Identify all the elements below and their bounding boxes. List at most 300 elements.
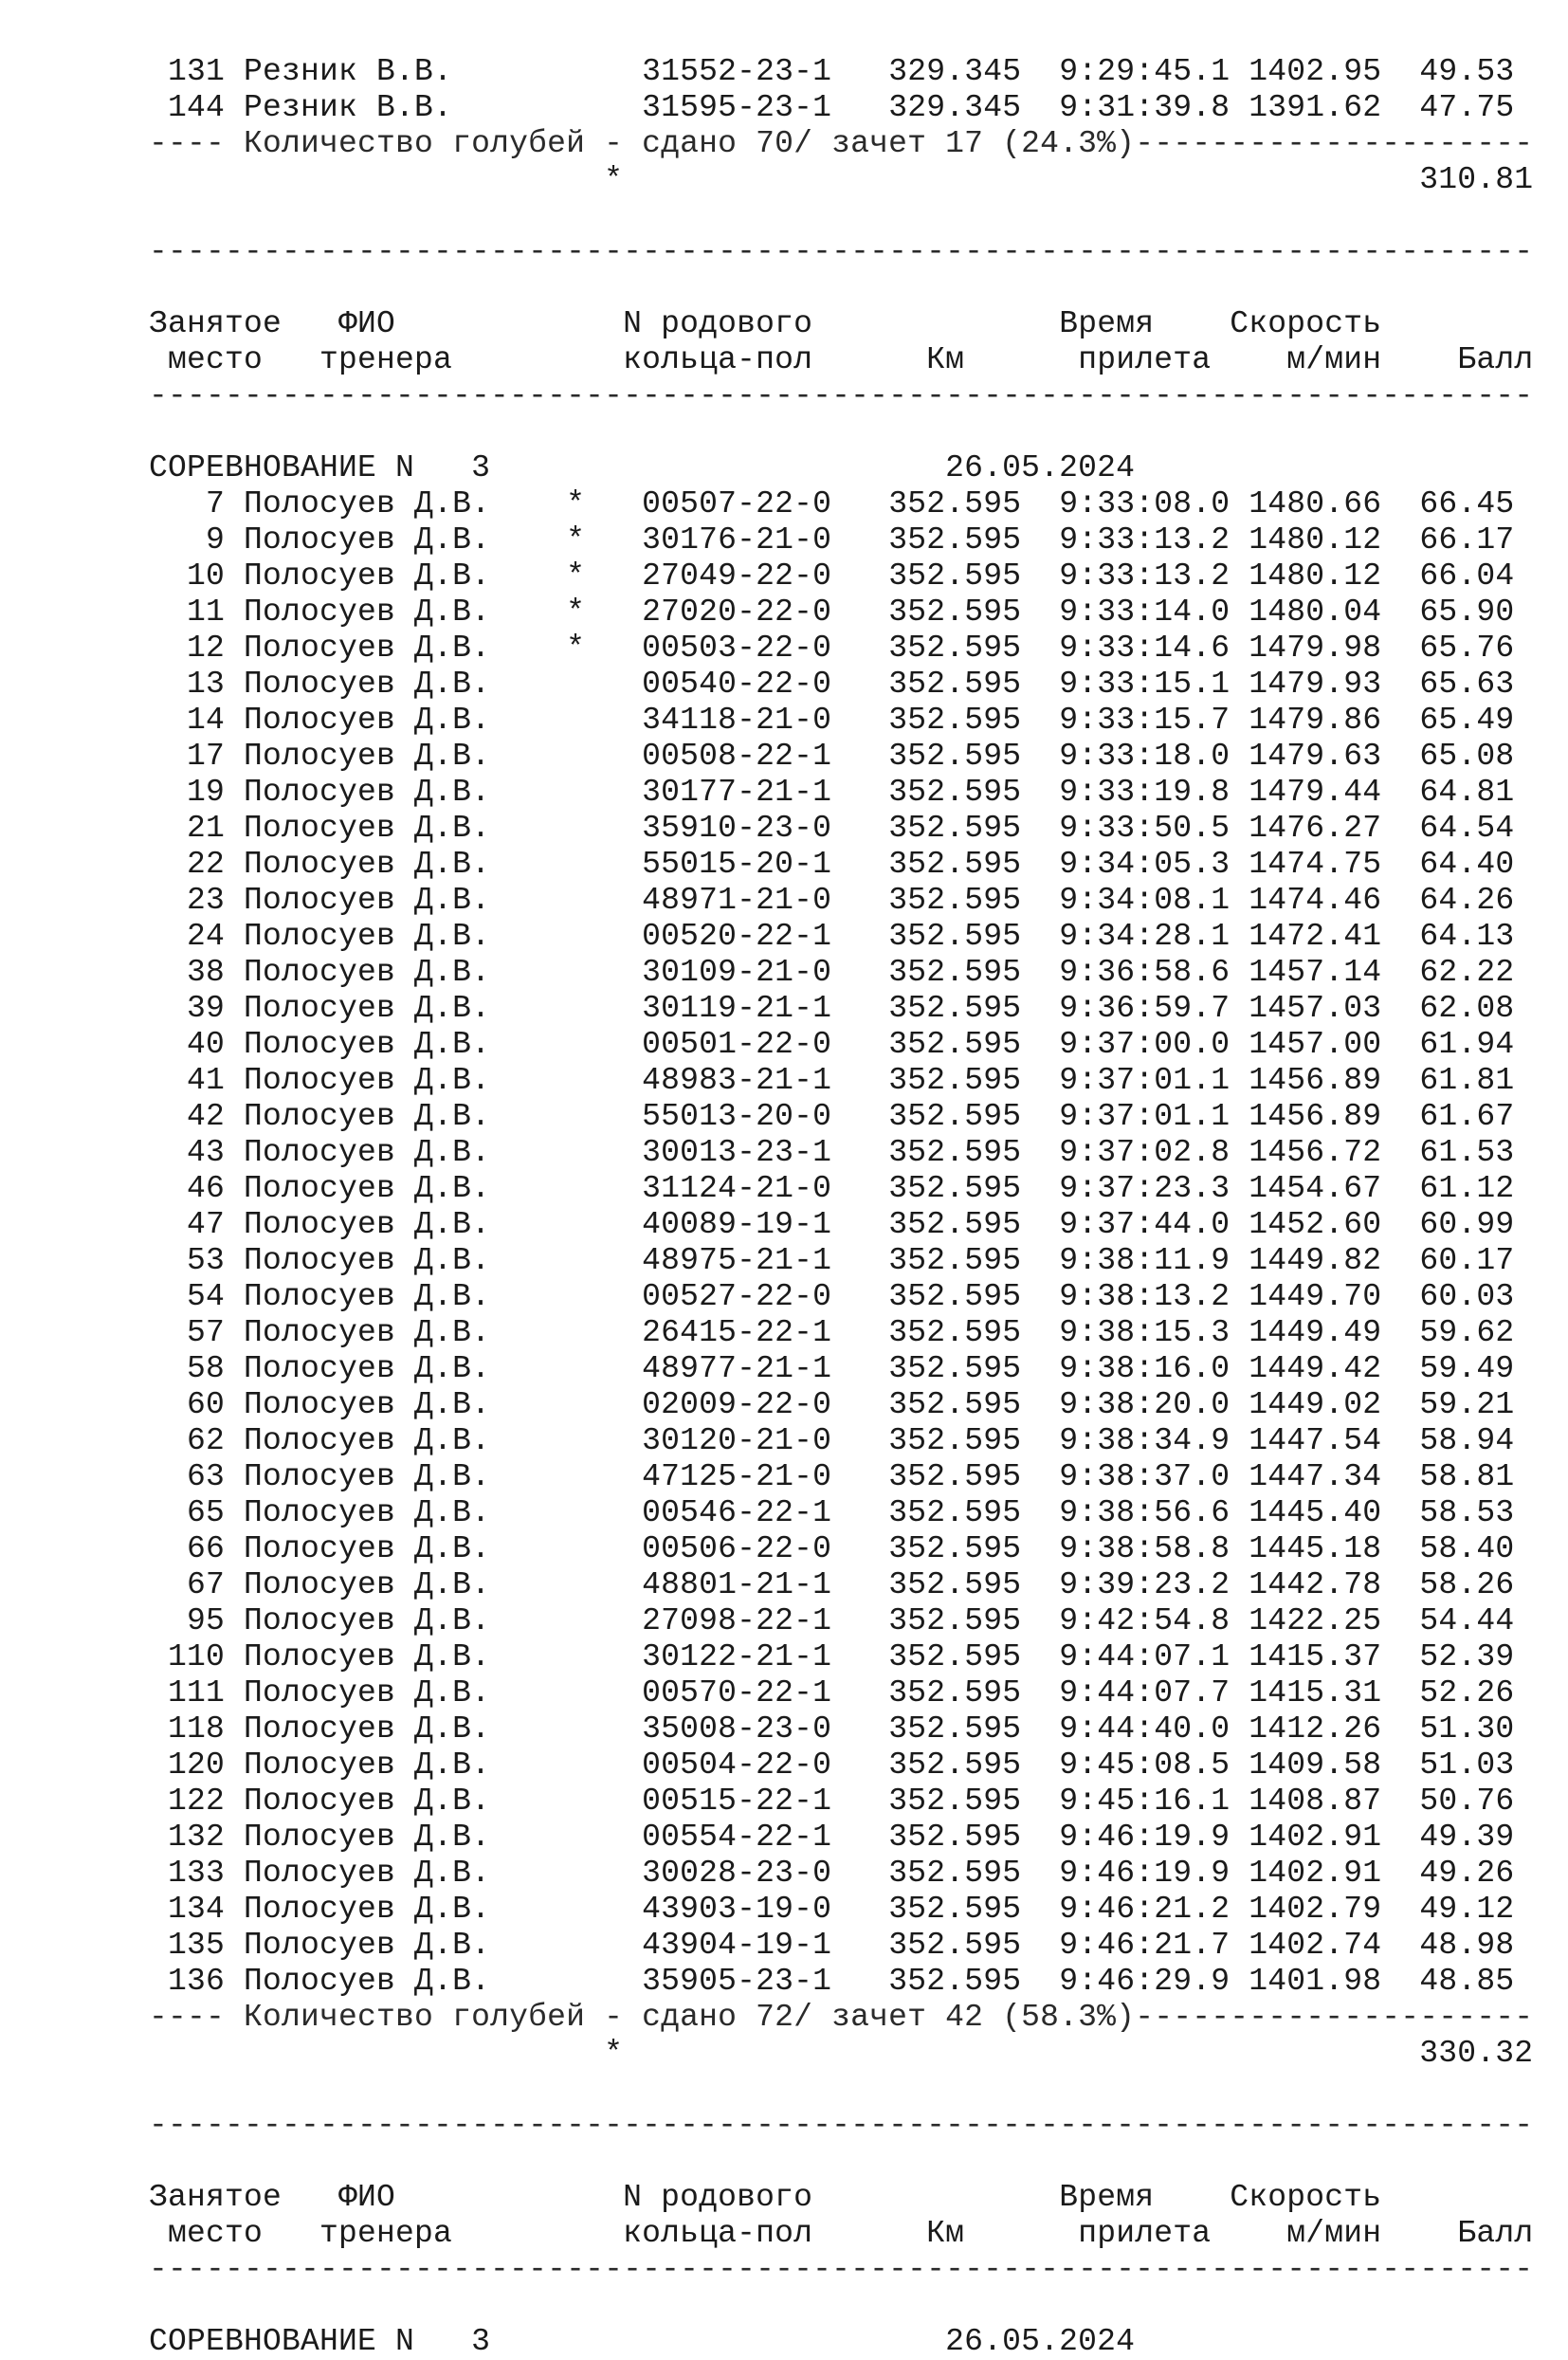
place-cell: 57: [149, 1315, 226, 1350]
ring-number-cell: 48983-21-1: [642, 1063, 832, 1098]
ring-number-cell: 27020-22-0: [642, 595, 832, 630]
arrival-time-cell: 9:38:37.0: [1059, 1459, 1231, 1494]
trainer-name-cell: Полосуев Д.В.: [244, 739, 567, 774]
ring-number-cell: 30119-21-1: [642, 991, 832, 1026]
competition-date: 26.05.2024: [945, 2324, 1136, 2359]
header-time: прилета: [1078, 2216, 1212, 2251]
header-speed: м/мин: [1286, 2216, 1382, 2251]
header-time: Время: [1059, 2180, 1155, 2215]
km-cell: 329.345: [888, 54, 1022, 89]
header-speed: Скорость: [1230, 2180, 1382, 2215]
place-cell: 13: [149, 667, 226, 702]
speed-cell: 1449.49: [1249, 1315, 1382, 1350]
arrival-time-cell: 9:44:40.0: [1059, 1711, 1231, 1747]
place-cell: 39: [149, 991, 226, 1026]
speed-cell: 1456.72: [1249, 1135, 1382, 1170]
speed-cell: 1480.04: [1249, 595, 1382, 630]
ring-mark-cell: [566, 54, 585, 89]
ring-number-cell: 35910-23-0: [642, 811, 832, 846]
speed-cell: 1472.41: [1249, 919, 1382, 954]
km-cell: 352.595: [888, 1784, 1022, 1819]
arrival-time-cell: 9:38:15.3: [1059, 1315, 1231, 1350]
place-cell: 65: [149, 1495, 226, 1530]
place-cell: 67: [149, 1567, 226, 1602]
ring-number-cell: 30177-21-1: [642, 775, 832, 810]
place-cell: 118: [149, 1711, 226, 1747]
speed-cell: 1402.91: [1249, 1820, 1382, 1855]
ring-number-cell: 30120-21-0: [642, 1423, 832, 1458]
table-row: [149, 90, 1533, 126]
ring-mark-cell: [566, 1603, 585, 1638]
ring-mark-cell: [566, 1459, 585, 1494]
table-row: [149, 1567, 1533, 1603]
separator-line: -------------------------------------------------------------------------: [149, 2252, 1534, 2287]
place-cell: 111: [149, 1675, 226, 1711]
place-cell: 60: [149, 1387, 226, 1422]
arrival-time-cell: 9:37:01.1: [1059, 1063, 1231, 1098]
trainer-name-cell: Полосуев Д.В.: [244, 883, 567, 918]
table-row: [149, 522, 1533, 558]
km-cell: 352.595: [888, 1567, 1022, 1602]
ring-number-cell: 00540-22-0: [642, 667, 832, 702]
speed-cell: 1457.14: [1249, 955, 1382, 990]
score-cell: 58.81: [1400, 1459, 1515, 1494]
ring-mark-cell: [566, 1747, 585, 1783]
trainer-name-cell: Полосуев Д.В.: [244, 1747, 567, 1783]
arrival-time-cell: 9:33:13.2: [1059, 522, 1231, 558]
ring-mark-cell: [566, 1315, 585, 1350]
header-place: Занятое: [149, 2180, 339, 2215]
km-cell: 352.595: [888, 1820, 1022, 1855]
km-cell: 352.595: [888, 595, 1022, 630]
competition-number: 3: [471, 450, 491, 485]
ring-mark-cell: [566, 90, 585, 125]
arrival-time-cell: 9:33:19.8: [1059, 775, 1231, 810]
score-cell: 50.76: [1400, 1784, 1515, 1819]
arrival-time-cell: 9:37:00.0: [1059, 1027, 1231, 1062]
speed-cell: 1457.00: [1249, 1027, 1382, 1062]
table-row: [149, 1711, 1533, 1747]
speed-cell: 1480.66: [1249, 486, 1382, 521]
score-cell: 52.26: [1400, 1675, 1515, 1711]
km-cell: 352.595: [888, 1135, 1022, 1170]
table-row: [149, 1063, 1533, 1099]
ring-number-cell: 27098-22-1: [642, 1603, 832, 1638]
ring-mark-cell: [566, 1063, 585, 1098]
ring-mark-cell: [566, 1639, 585, 1674]
arrival-time-cell: 9:39:23.2: [1059, 1567, 1231, 1602]
total-value: 330.32: [1419, 2036, 1534, 2071]
km-cell: 352.595: [888, 1747, 1022, 1783]
km-cell: 352.595: [888, 522, 1022, 558]
speed-cell: 1445.40: [1249, 1495, 1382, 1530]
ring-number-cell: 43904-19-1: [642, 1928, 832, 1963]
table-row: [149, 1279, 1533, 1315]
total-line: [149, 2036, 1533, 2072]
ring-number-cell: 55015-20-1: [642, 847, 832, 882]
table-row: [149, 847, 1533, 883]
arrival-time-cell: 9:34:05.3: [1059, 847, 1231, 882]
ring-number-cell: 55013-20-0: [642, 1099, 832, 1134]
trainer-name-cell: Полосуев Д.В.: [244, 1603, 567, 1638]
place-cell: 22: [149, 847, 226, 882]
ring-number-cell: 00504-22-0: [642, 1747, 832, 1783]
ring-mark-cell: [566, 1531, 585, 1566]
competition-number: 3: [471, 2324, 491, 2359]
table-row: [149, 595, 1533, 631]
score-cell: 60.17: [1400, 1243, 1515, 1278]
place-cell: 110: [149, 1639, 226, 1674]
km-cell: 352.595: [888, 919, 1022, 954]
ring-mark-cell: [566, 775, 585, 810]
place-cell: 131: [149, 54, 226, 89]
ring-number-cell: 00506-22-0: [642, 1531, 832, 1566]
speed-cell: 1401.98: [1249, 1964, 1382, 1999]
trainer-name-cell: Полосуев Д.В.: [244, 522, 567, 558]
total-mark: *: [604, 2036, 624, 2071]
summary-dashes: ---------------------: [1135, 126, 1534, 161]
blank-line: [149, 414, 1533, 450]
ring-mark-cell: *: [566, 631, 586, 666]
header-name: ФИО: [338, 2180, 624, 2215]
ring-mark-cell: [566, 1171, 585, 1206]
score-cell: 58.40: [1400, 1531, 1515, 1566]
table-row: [149, 1675, 1533, 1711]
km-cell: 352.595: [888, 1603, 1022, 1638]
header-place: место: [149, 2216, 320, 2251]
place-cell: 42: [149, 1099, 226, 1134]
arrival-time-cell: 9:38:11.9: [1059, 1243, 1231, 1278]
ring-mark-cell: [566, 991, 585, 1026]
km-cell: 352.595: [888, 667, 1022, 702]
ring-number-cell: 00570-22-1: [642, 1675, 832, 1711]
km-cell: 352.595: [888, 811, 1022, 846]
arrival-time-cell: 9:46:29.9: [1059, 1964, 1231, 1999]
table-row: [149, 1459, 1533, 1495]
arrival-time-cell: 9:33:08.0: [1059, 486, 1231, 521]
trainer-name-cell: Полосуев Д.В.: [244, 811, 567, 846]
competition-line: [149, 450, 1533, 486]
separator-line: -------------------------------------------------------------------------: [149, 378, 1534, 413]
score-cell: 64.81: [1400, 775, 1515, 810]
header-ring: N родового: [623, 306, 1060, 341]
ring-mark-cell: *: [566, 595, 586, 630]
speed-cell: 1479.86: [1249, 703, 1382, 738]
speed-cell: 1447.34: [1249, 1459, 1382, 1494]
trainer-name-cell: Полосуев Д.В.: [244, 1531, 567, 1566]
table-row: [149, 1135, 1533, 1171]
score-cell: 59.49: [1400, 1351, 1515, 1386]
km-cell: 352.595: [888, 703, 1022, 738]
km-cell: 352.595: [888, 1171, 1022, 1206]
header-ring: N родового: [623, 2180, 1060, 2215]
ring-number-cell: 30013-23-1: [642, 1135, 832, 1170]
km-cell: 352.595: [888, 1387, 1022, 1422]
table-row: [149, 1207, 1533, 1243]
trainer-name-cell: Полосуев Д.В.: [244, 1315, 567, 1350]
competition-label: СОРЕВНОВАНИЕ N: [149, 2324, 415, 2359]
arrival-time-cell: 9:29:45.1: [1059, 54, 1231, 89]
arrival-time-cell: 9:36:58.6: [1059, 955, 1231, 990]
table-row: [149, 1928, 1533, 1964]
table-row: [149, 703, 1533, 739]
blank-line: [149, 2072, 1533, 2108]
ring-number-cell: 43903-19-0: [642, 1892, 832, 1927]
score-cell: 64.54: [1400, 811, 1515, 846]
table-row: [149, 883, 1533, 919]
arrival-time-cell: 9:44:07.1: [1059, 1639, 1231, 1674]
header-place: Занятое: [149, 306, 339, 341]
km-cell: 352.595: [888, 1423, 1022, 1458]
score-cell: 61.53: [1400, 1135, 1515, 1170]
score-cell: 51.30: [1400, 1711, 1515, 1747]
speed-cell: 1449.02: [1249, 1387, 1382, 1422]
summary-text: Количество голубей - сдано 70/ зачет 17 (24.3%): [244, 126, 1136, 161]
place-cell: 136: [149, 1964, 226, 1999]
ring-mark-cell: *: [566, 558, 586, 594]
summary-text: Количество голубей - сдано 72/ зачет 42 (58.3%): [244, 2000, 1136, 2035]
ring-number-cell: 00507-22-0: [642, 486, 832, 521]
trainer-name-cell: Полосуев Д.В.: [244, 847, 567, 882]
ring-number-cell: 27049-22-0: [642, 558, 832, 594]
speed-cell: 1412.26: [1249, 1711, 1382, 1747]
trainer-name-cell: Полосуев Д.В.: [244, 1639, 567, 1674]
arrival-time-cell: 9:46:19.9: [1059, 1856, 1231, 1891]
ring-mark-cell: [566, 1351, 585, 1386]
score-cell: 58.26: [1400, 1567, 1515, 1602]
arrival-time-cell: 9:42:54.8: [1059, 1603, 1231, 1638]
score-cell: 49.39: [1400, 1820, 1515, 1855]
results-report: [149, 54, 1533, 2360]
score-cell: 64.40: [1400, 847, 1515, 882]
summary-prefix: ----: [149, 2000, 245, 2035]
km-cell: 329.345: [888, 90, 1022, 125]
speed-cell: 1452.60: [1249, 1207, 1382, 1242]
km-cell: 352.595: [888, 1027, 1022, 1062]
ring-mark-cell: [566, 1675, 585, 1711]
arrival-time-cell: 9:38:58.8: [1059, 1531, 1231, 1566]
ring-mark-cell: [566, 1387, 585, 1422]
speed-cell: 1449.82: [1249, 1243, 1382, 1278]
score-cell: 65.08: [1400, 739, 1515, 774]
trainer-name-cell: Полосуев Д.В.: [244, 1459, 567, 1494]
km-cell: 352.595: [888, 1495, 1022, 1530]
ring-number-cell: 48971-21-0: [642, 883, 832, 918]
place-cell: 17: [149, 739, 226, 774]
speed-cell: 1402.79: [1249, 1892, 1382, 1927]
speed-cell: 1457.03: [1249, 991, 1382, 1026]
ring-mark-cell: [566, 739, 585, 774]
arrival-time-cell: 9:33:14.6: [1059, 631, 1231, 666]
arrival-time-cell: 9:33:14.0: [1059, 595, 1231, 630]
trainer-name-cell: Полосуев Д.В.: [244, 1063, 567, 1098]
score-cell: 59.21: [1400, 1387, 1515, 1422]
score-cell: 62.08: [1400, 991, 1515, 1026]
trainer-name-cell: Полосуев Д.В.: [244, 775, 567, 810]
trainer-name-cell: Полосуев Д.В.: [244, 1675, 567, 1711]
place-cell: 12: [149, 631, 226, 666]
trainer-name-cell: Полосуев Д.В.: [244, 1892, 567, 1927]
place-cell: 62: [149, 1423, 226, 1458]
place-cell: 133: [149, 1856, 226, 1891]
score-cell: 61.67: [1400, 1099, 1515, 1134]
place-cell: 23: [149, 883, 226, 918]
km-cell: 352.595: [888, 847, 1022, 882]
ring-number-cell: 35905-23-1: [642, 1964, 832, 1999]
ring-number-cell: 26415-22-1: [642, 1315, 832, 1350]
km-cell: 352.595: [888, 775, 1022, 810]
trainer-name-cell: Полосуев Д.В.: [244, 703, 567, 738]
header-score: Балл: [1457, 2216, 1534, 2251]
ring-number-cell: 40089-19-1: [642, 1207, 832, 1242]
total-value: 310.81: [1419, 162, 1534, 197]
km-cell: 352.595: [888, 883, 1022, 918]
ring-mark-cell: [566, 667, 585, 702]
arrival-time-cell: 9:33:13.2: [1059, 558, 1231, 594]
score-cell: 49.53: [1400, 54, 1515, 89]
place-cell: 46: [149, 1171, 226, 1206]
ring-mark-cell: [566, 1856, 585, 1891]
arrival-time-cell: 9:37:01.1: [1059, 1099, 1231, 1134]
table-row: [149, 667, 1533, 703]
km-cell: 352.595: [888, 1711, 1022, 1747]
table-row: [149, 991, 1533, 1027]
place-cell: 7: [149, 486, 226, 521]
km-cell: 352.595: [888, 1856, 1022, 1891]
blank-line: [149, 2288, 1533, 2324]
summary-line: [149, 126, 1533, 162]
ring-mark-cell: [566, 811, 585, 846]
table-row: [149, 558, 1533, 595]
place-cell: 10: [149, 558, 226, 594]
ring-mark-cell: [566, 1243, 585, 1278]
score-cell: 48.98: [1400, 1928, 1515, 1963]
trainer-name-cell: Полосуев Д.В.: [244, 1784, 567, 1819]
arrival-time-cell: 9:36:59.7: [1059, 991, 1231, 1026]
speed-cell: 1415.31: [1249, 1675, 1382, 1711]
speed-cell: 1476.27: [1249, 811, 1382, 846]
ring-number-cell: 00508-22-1: [642, 739, 832, 774]
score-cell: 60.03: [1400, 1279, 1515, 1314]
header-row-1: [149, 2180, 1533, 2216]
ring-mark-cell: [566, 883, 585, 918]
header-place: место: [149, 342, 320, 377]
competition-label: СОРЕВНОВАНИЕ N: [149, 450, 415, 485]
speed-cell: 1449.42: [1249, 1351, 1382, 1386]
speed-cell: 1479.98: [1249, 631, 1382, 666]
trainer-name-cell: Полосуев Д.В.: [244, 1711, 567, 1747]
ring-mark-cell: [566, 1279, 585, 1314]
ring-number-cell: 48975-21-1: [642, 1243, 832, 1278]
arrival-time-cell: 9:46:21.7: [1059, 1928, 1231, 1963]
separator-line: -------------------------------------------------------------------------: [149, 2108, 1534, 2143]
ring-mark-cell: [566, 1928, 585, 1963]
table-row: [149, 1964, 1533, 2000]
ring-mark-cell: [566, 1135, 585, 1170]
arrival-time-cell: 9:38:56.6: [1059, 1495, 1231, 1530]
table-row: [149, 1820, 1533, 1856]
score-cell: 47.75: [1400, 90, 1515, 125]
km-cell: 352.595: [888, 991, 1022, 1026]
speed-cell: 1422.25: [1249, 1603, 1382, 1638]
ring-number-cell: 30109-21-0: [642, 955, 832, 990]
arrival-time-cell: 9:44:07.7: [1059, 1675, 1231, 1711]
score-cell: 65.90: [1400, 595, 1515, 630]
ring-number-cell: 00546-22-1: [642, 1495, 832, 1530]
table-row: [149, 1892, 1533, 1928]
ring-number-cell: 34118-21-0: [642, 703, 832, 738]
speed-cell: 1474.75: [1249, 847, 1382, 882]
arrival-time-cell: 9:37:02.8: [1059, 1135, 1231, 1170]
arrival-time-cell: 9:33:50.5: [1059, 811, 1231, 846]
trainer-name-cell: Полосуев Д.В.: [244, 1207, 567, 1242]
speed-cell: 1480.12: [1249, 558, 1382, 594]
km-cell: 352.595: [888, 1928, 1022, 1963]
score-cell: 64.26: [1400, 883, 1515, 918]
arrival-time-cell: 9:46:21.2: [1059, 1892, 1231, 1927]
trainer-name-cell: Полосуев Д.В.: [244, 1423, 567, 1458]
trainer-name-cell: Полосуев Д.В.: [244, 1243, 567, 1278]
competition-date: 26.05.2024: [945, 450, 1136, 485]
trainer-name-cell: Полосуев Д.В.: [244, 1856, 567, 1891]
score-cell: 66.04: [1400, 558, 1515, 594]
separator-line: -------------------------------------------------------------------------: [149, 234, 1534, 269]
trainer-name-cell: Полосуев Д.В.: [244, 1279, 567, 1314]
speed-cell: 1408.87: [1249, 1784, 1382, 1819]
ring-mark-cell: [566, 1027, 585, 1062]
arrival-time-cell: 9:33:18.0: [1059, 739, 1231, 774]
trainer-name-cell: Полосуев Д.В.: [244, 1171, 567, 1206]
ring-number-cell: 48977-21-1: [642, 1351, 832, 1386]
km-cell: 352.595: [888, 1459, 1022, 1494]
header-speed: Скорость: [1230, 306, 1382, 341]
arrival-time-cell: 9:37:23.3: [1059, 1171, 1231, 1206]
trainer-name-cell: Полосуев Д.В.: [244, 1351, 567, 1386]
ring-number-cell: 31552-23-1: [642, 54, 832, 89]
header-name: тренера: [319, 342, 624, 377]
place-cell: 9: [149, 522, 226, 558]
table-row: [149, 1603, 1533, 1639]
trainer-name-cell: Полосуев Д.В.: [244, 919, 567, 954]
ring-mark-cell: *: [566, 522, 586, 558]
arrival-time-cell: 9:38:20.0: [1059, 1387, 1231, 1422]
speed-cell: 1415.37: [1249, 1639, 1382, 1674]
trainer-name-cell: Полосуев Д.В.: [244, 595, 567, 630]
header-score: Балл: [1457, 342, 1534, 377]
table-row: [149, 1784, 1533, 1820]
score-cell: 58.94: [1400, 1423, 1515, 1458]
trainer-name-cell: Полосуев Д.В.: [244, 1135, 567, 1170]
speed-cell: 1402.74: [1249, 1928, 1382, 1963]
header-time: прилета: [1078, 342, 1212, 377]
arrival-time-cell: 9:45:08.5: [1059, 1747, 1231, 1783]
score-cell: 61.12: [1400, 1171, 1515, 1206]
place-cell: 19: [149, 775, 226, 810]
header-ring: кольца-пол: [623, 342, 813, 377]
table-row: [149, 1531, 1533, 1567]
score-cell: 61.94: [1400, 1027, 1515, 1062]
place-cell: 21: [149, 811, 226, 846]
km-cell: 352.595: [888, 1675, 1022, 1711]
trainer-name-cell: Полосуев Д.В.: [244, 631, 567, 666]
km-cell: 352.595: [888, 1892, 1022, 1927]
speed-cell: 1449.70: [1249, 1279, 1382, 1314]
place-cell: 134: [149, 1892, 226, 1927]
score-cell: 65.49: [1400, 703, 1515, 738]
speed-cell: 1442.78: [1249, 1567, 1382, 1602]
speed-cell: 1447.54: [1249, 1423, 1382, 1458]
place-cell: 122: [149, 1784, 226, 1819]
